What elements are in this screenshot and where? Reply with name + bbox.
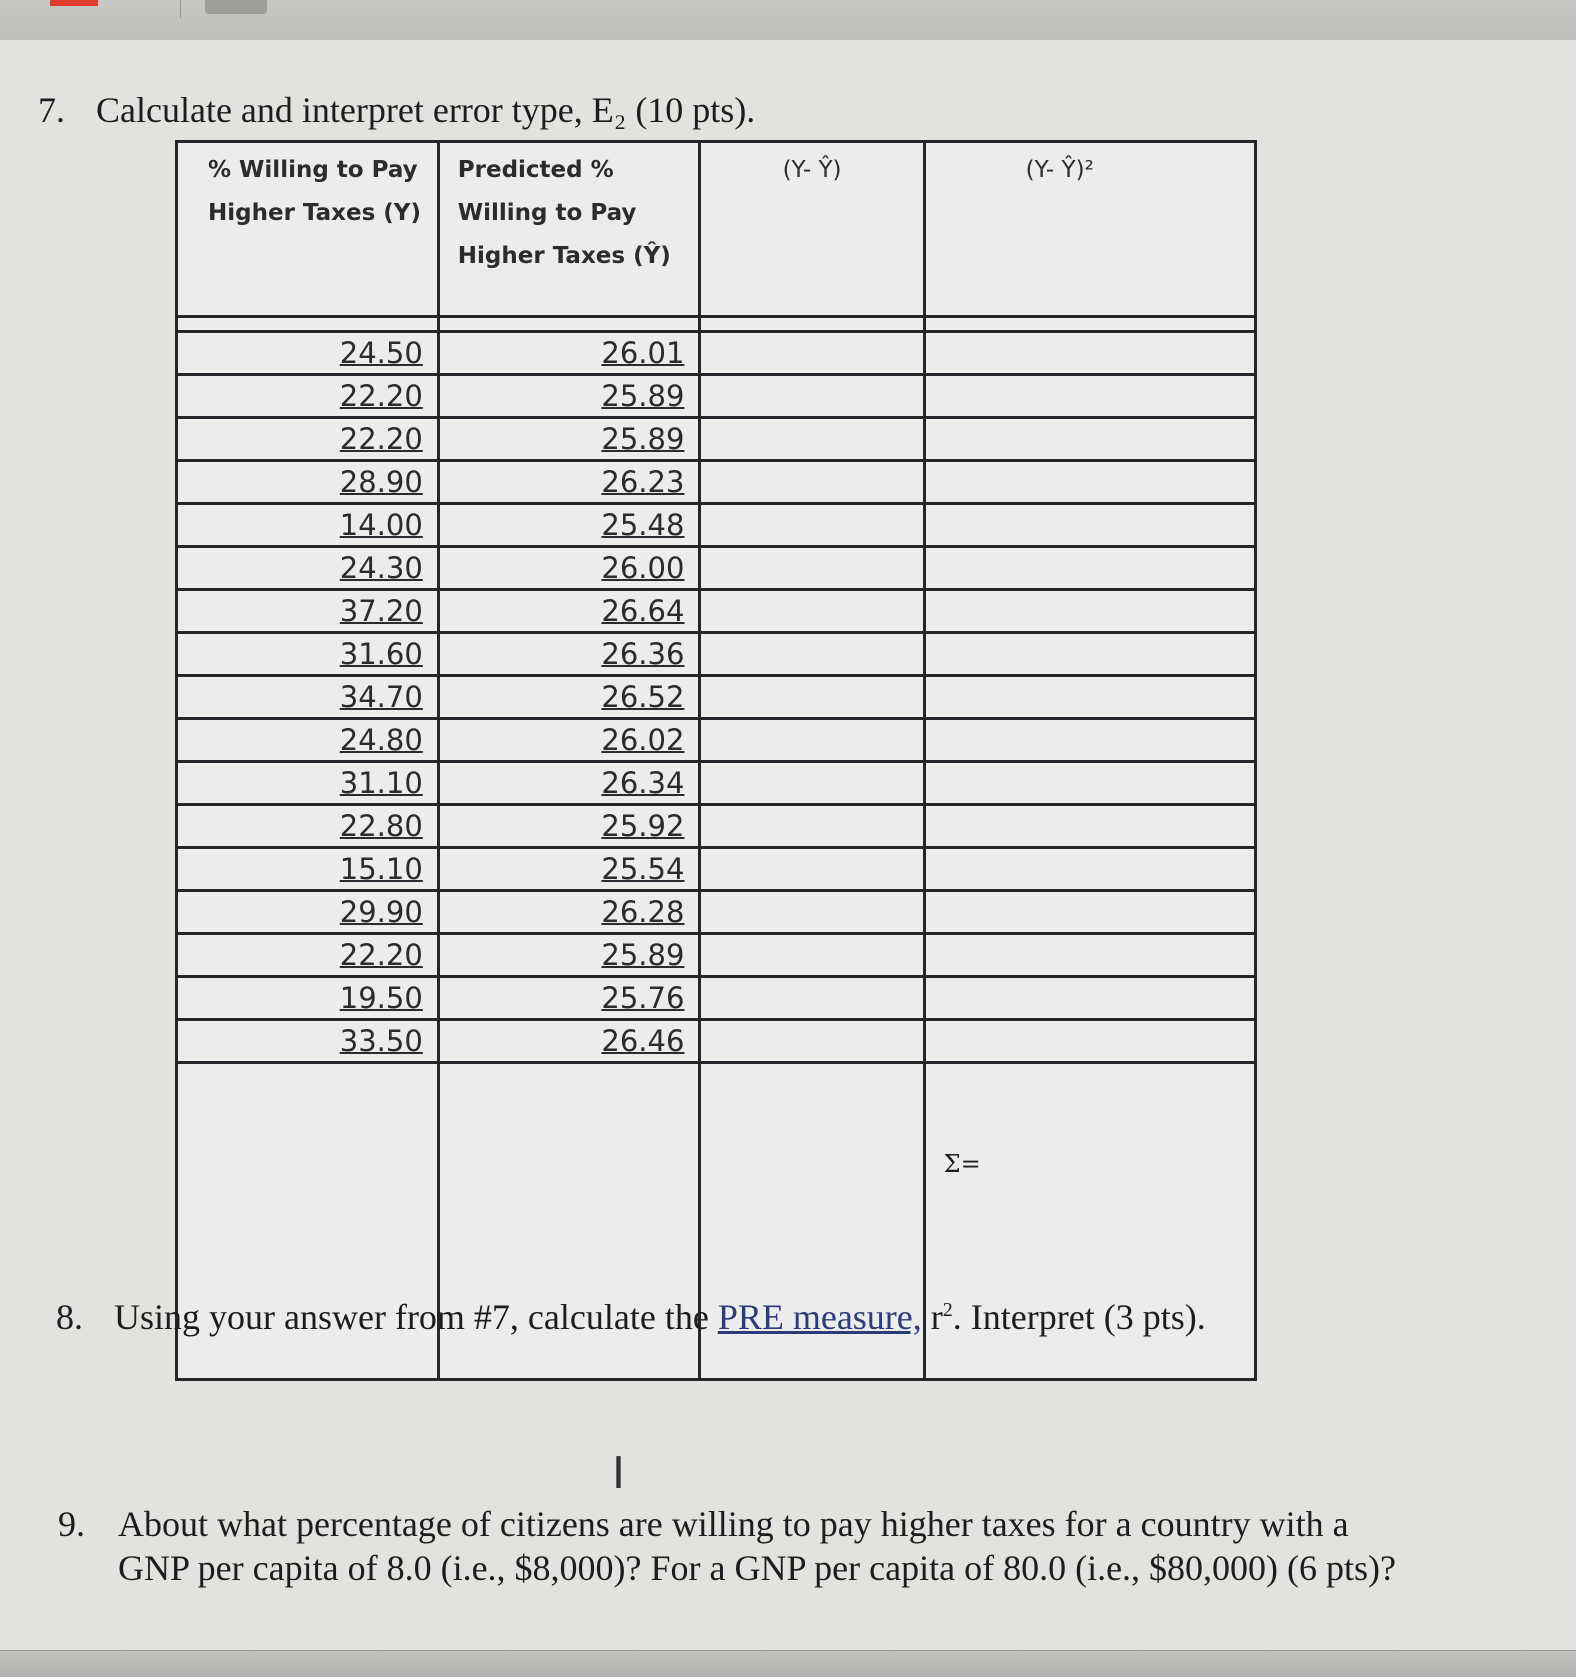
table-row [177, 848, 1256, 891]
table-header-row [177, 142, 1256, 317]
cell-diff-squared[interactable] [924, 848, 1255, 891]
cell-yhat: 25.92 [438, 805, 700, 848]
cell-diff[interactable] [700, 504, 924, 547]
cell-yhat: 25.48 [438, 504, 700, 547]
cell-yhat: 25.89 [438, 418, 700, 461]
cell-diff[interactable] [700, 891, 924, 934]
cell-y: 22.20 [177, 375, 439, 418]
table-row [177, 719, 1256, 762]
cell-yhat: 26.34 [438, 762, 700, 805]
cell-diff-squared[interactable] [924, 375, 1255, 418]
header-yhat-line2: Willing to Pay [457, 200, 637, 226]
question-9 [58, 1502, 1518, 1590]
cell-yhat: 26.46 [438, 1020, 700, 1063]
table-row [177, 676, 1256, 719]
cell-diff-squared[interactable] [924, 934, 1255, 977]
spacer-cell [177, 317, 439, 332]
cell-diff-squared[interactable] [924, 590, 1255, 633]
cell-diff[interactable] [700, 332, 924, 375]
cell-diff[interactable] [700, 676, 924, 719]
spacer-cell [924, 317, 1255, 332]
window-bottom-bar [0, 1650, 1576, 1677]
cell-diff-squared[interactable] [924, 719, 1255, 762]
question-number: 8. [56, 1297, 83, 1337]
cell-yhat: 25.76 [438, 977, 700, 1020]
cell-yhat: 26.36 [438, 633, 700, 676]
cell-diff-squared[interactable] [924, 504, 1255, 547]
cell-y: 22.20 [177, 934, 439, 977]
table-row [177, 977, 1256, 1020]
question-7 [38, 88, 755, 132]
header-spacer [177, 317, 1256, 332]
cell-yhat: 26.00 [438, 547, 700, 590]
spacer-cell [438, 317, 700, 332]
table-row [177, 762, 1256, 805]
header-diff: (Y- Ŷ) [700, 142, 924, 317]
header-diff-squared: (Y- Ŷ)² [924, 142, 1255, 317]
cell-y: 29.90 [177, 891, 439, 934]
error-table [175, 140, 1257, 1381]
cell-diff[interactable] [700, 418, 924, 461]
cell-yhat: 26.52 [438, 676, 700, 719]
cell-diff-squared[interactable] [924, 676, 1255, 719]
table-row [177, 805, 1256, 848]
question-8 [56, 1288, 1206, 1339]
cell-y: 19.50 [177, 977, 439, 1020]
question-number: 7. [38, 90, 65, 130]
cell-diff[interactable] [700, 547, 924, 590]
question-text-before: Using your answer from #7, calculate the [114, 1297, 718, 1337]
cell-diff[interactable] [700, 461, 924, 504]
cell-y: 33.50 [177, 1020, 439, 1063]
cell-y: 28.90 [177, 461, 439, 504]
cell-diff[interactable] [700, 934, 924, 977]
cell-diff[interactable] [700, 1020, 924, 1063]
cell-yhat: 26.23 [438, 461, 700, 504]
cell-diff[interactable] [700, 762, 924, 805]
window-top-bar [0, 0, 1576, 41]
toolbar-tab[interactable] [205, 0, 267, 14]
cell-yhat: 26.01 [438, 332, 700, 375]
cell-diff-squared[interactable] [924, 891, 1255, 934]
table-row [177, 547, 1256, 590]
table-row [177, 633, 1256, 676]
cell-y: 22.20 [177, 418, 439, 461]
cell-yhat: 26.02 [438, 719, 700, 762]
table-row [177, 504, 1256, 547]
cell-diff[interactable] [700, 977, 924, 1020]
header-yhat [438, 142, 700, 317]
cell-diff-squared[interactable] [924, 547, 1255, 590]
cell-diff[interactable] [700, 375, 924, 418]
header-y-line1: % Willing to Pay [208, 157, 418, 183]
table-row [177, 418, 1256, 461]
question-text: Calculate and interpret error type, E₂ (10 pts). [96, 90, 756, 130]
table-row [177, 1020, 1256, 1063]
question-line1: About what percentage of citizens are willing to pay higher taxes for a country with a [118, 1504, 1349, 1544]
table-row [177, 590, 1256, 633]
cell-diff[interactable] [700, 590, 924, 633]
sum-cell[interactable]: Σ= [924, 1063, 1255, 1380]
cell-y: 24.80 [177, 719, 439, 762]
cell-diff-squared[interactable] [924, 977, 1255, 1020]
cell-y: 31.60 [177, 633, 439, 676]
cell-diff[interactable] [700, 848, 924, 891]
cell-yhat: 26.64 [438, 590, 700, 633]
cell-diff-squared[interactable] [924, 805, 1255, 848]
spacer-cell [700, 317, 924, 332]
cell-diff-squared[interactable] [924, 418, 1255, 461]
cell-y: 14.00 [177, 504, 439, 547]
table-row [177, 332, 1256, 375]
cell-diff-squared[interactable] [924, 461, 1255, 504]
question-r: r [921, 1297, 943, 1337]
cell-yhat: 25.89 [438, 934, 700, 977]
cell-yhat: 26.28 [438, 891, 700, 934]
cell-y: 37.20 [177, 590, 439, 633]
cell-y: 34.70 [177, 676, 439, 719]
pre-measure-link[interactable]: PRE measure, [717, 1297, 922, 1337]
cell-y: 24.30 [177, 547, 439, 590]
table-row [177, 891, 1256, 934]
close-indicator[interactable] [50, 0, 98, 6]
cell-diff[interactable] [700, 719, 924, 762]
cell-yhat: 25.89 [438, 375, 700, 418]
header-y [177, 142, 439, 317]
cell-diff-squared[interactable] [924, 633, 1255, 676]
header-y-line2: Higher Taxes (Y) [208, 200, 421, 226]
table-row [177, 934, 1256, 977]
text-cursor-icon: I [612, 1448, 625, 1499]
table-row [177, 461, 1256, 504]
cell-diff[interactable] [700, 633, 924, 676]
header-yhat-line3: Higher Taxes (Ŷ) [457, 243, 671, 269]
cell-y: 22.80 [177, 805, 439, 848]
question-number: 9. [58, 1504, 85, 1544]
cell-yhat: 25.54 [438, 848, 700, 891]
cell-y: 31.10 [177, 762, 439, 805]
question-text-after: . Interpret (3 pts). [952, 1297, 1206, 1337]
cell-y: 15.10 [177, 848, 439, 891]
cell-diff-squared[interactable] [924, 1020, 1255, 1063]
header-yhat-line1: Predicted % [457, 157, 614, 183]
toolbar-divider [180, 0, 181, 18]
question-r-exponent: 2 [942, 1299, 953, 1321]
cell-diff-squared[interactable] [924, 332, 1255, 375]
cell-y: 24.50 [177, 332, 439, 375]
cell-diff[interactable] [700, 805, 924, 848]
question-line2: GNP per capita of 8.0 (i.e., $8,000)? For a GNP per capita of 80.0 (i.e., $80,000) (6 pts)? [118, 1548, 1396, 1588]
cell-diff-squared[interactable] [924, 762, 1255, 805]
table-row [177, 375, 1256, 418]
